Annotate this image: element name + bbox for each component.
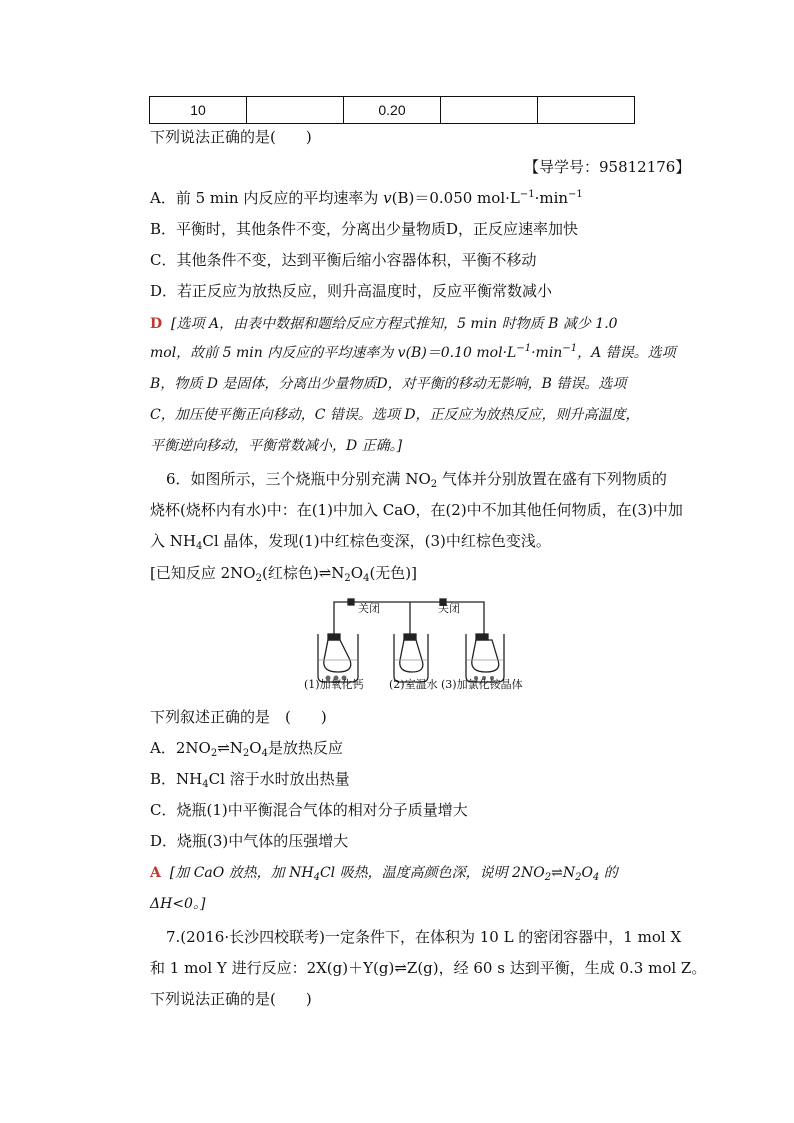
q7-stem-line-1: 7.(2016·长沙四校联考)一定条件下，在体积为 10 L 的密闭容器中，1 mol X (166, 928, 682, 946)
q5-answer-line-2: mol，故前 5 min 内反应的平均速率为 v(B)＝0.10 $mol\cdot L^{-1}\cdot\min^{-1}$，A 错误。选项 (150, 343, 676, 361)
q5-answer-line-3: B，物质 D 是固体，分离出少量物质D，对平衡的移动无影响，B 错误。选项 (150, 376, 627, 392)
q6-prompt: 下列叙述正确的是 ( ) (150, 708, 327, 726)
q5-option-c: C．其他条件不变，达到平衡后缩小容器体积，平衡不移动 (150, 251, 537, 269)
equilibrium-arrow-icon: ⇌ (217, 739, 230, 757)
q6-answer-line-1: A [加 CaO 放热，加 $NH_4Cl$ 吸热，温度高颜色深，说明 $2NO_2\rightleftharpoons N_2O_4$ 的 (150, 865, 618, 883)
q7-prompt: 下列说法正确的是( ) (150, 990, 312, 1008)
q5-answer-line-4: C，加压使平衡正向移动，C 错误。选项 D，正反应为放热反应，则升高温度， (150, 407, 640, 423)
data-table (149, 96, 635, 124)
equilibrium-arrow-icon: ⇌ (394, 959, 407, 977)
table-cell (538, 97, 635, 124)
q5-answer-line-5: 平衡逆向移动，平衡常数减小，D 正确。] (150, 438, 403, 454)
table-cell: 0.20 (344, 97, 441, 124)
q5-option-a: A．前 5 min 内反应的平均速率为 v(B)＝0.050 $mol\cdot L^{-1}\cdot\min^{-1}$ (150, 189, 583, 207)
reference-number: 【导学号：95812176】 (524, 158, 691, 176)
table-cell (441, 97, 538, 124)
q6-option-b: B．$NH_4Cl$ 溶于水时放出热量 (150, 770, 350, 790)
figure-caption-2: (2)室温水 (389, 678, 438, 691)
q6-stem-line-2: 烧杯(烧杯内有水)中：在(1)中加入 CaO，在(2)中不加其他任何物质，在(3)中加 (150, 501, 683, 519)
q6-stem-line-1: 6．如图所示，三个烧瓶中分别充满 $NO_2$ 气体并分别放置在盛有下列物质的 (166, 470, 667, 490)
q6-stem-line-3: 入 $NH_4Cl$ 晶体，发现(1)中红棕色变深，(3)中红棕色变浅。 (150, 532, 551, 552)
q6-option-d: D．烧瓶(3)中气体的压强增大 (150, 832, 349, 850)
figure-caption-1: (1)加氧化钙 (304, 678, 364, 691)
equilibrium-arrow-icon: ⇌ (551, 865, 563, 881)
figure-label-close-right: 关闭 (438, 602, 460, 615)
q5-answer-line-1: D [选项 A，由表中数据和题给反应方程式推知，5 min 时物质 B 减少 1.0 (150, 316, 618, 332)
table-cell (247, 97, 344, 124)
answer-letter: A (150, 865, 161, 881)
figure-label-close-left: 关闭 (358, 602, 380, 615)
q5-prompt: 下列说法正确的是( ) (150, 128, 312, 146)
q6-answer-line-2: ΔH<0。] (150, 896, 206, 912)
q6-option-a: A．$2NO_2\rightleftharpoons N_2O_4$是放热反应 (150, 739, 343, 759)
q5-option-d: D．若正反应为放热反应，则升高温度时，反应平衡常数减小 (150, 282, 553, 300)
q6-option-c: C．烧瓶(1)中平衡混合气体的相对分子质量增大 (150, 801, 468, 819)
q5-option-b: B．平衡时，其他条件不变，分离出少量物质D，正反应速率加快 (150, 220, 579, 238)
figure-caption-3: (3)加氯化铵晶体 (441, 678, 523, 691)
q6-known-reaction: [已知反应 $2NO_2$(红棕色)$\rightleftharpoons N_2O_4$(无色)] (150, 564, 418, 584)
equilibrium-arrow-icon: ⇌ (318, 564, 332, 582)
q7-stem-line-2: 和 1 mol Y 进行反应：2X(g)＋Y(g)⇌Z(g)，经 60 s 达到平衡，生成 0.3 mol Z。 (150, 959, 707, 977)
table-cell: 10 (150, 97, 247, 124)
answer-letter: D (150, 316, 163, 332)
table-row (150, 97, 635, 124)
